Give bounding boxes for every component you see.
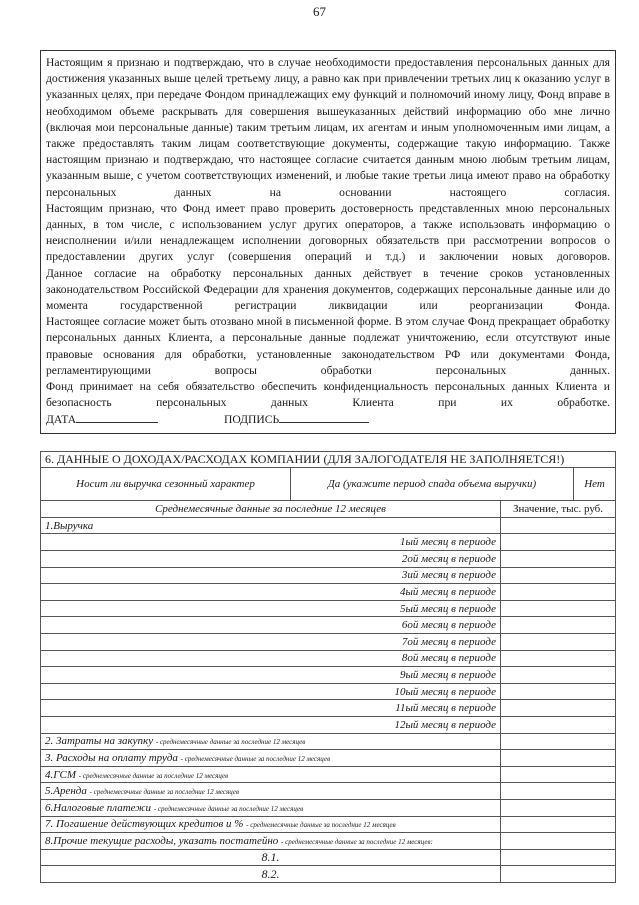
header-value: Значение, тыс. руб. <box>501 501 616 518</box>
month-label: 6ой месяц в периоде <box>41 617 501 634</box>
income-expense-table <box>40 451 616 883</box>
table-row <box>41 551 616 568</box>
expense-label: 6.Налоговые платежи <box>45 801 151 814</box>
month-label: 7ой месяц в периоде <box>41 634 501 651</box>
value-cell[interactable] <box>501 783 616 800</box>
table-row <box>41 634 616 651</box>
expense-label: 3. Расходы на оплату труда <box>45 751 178 764</box>
table-row <box>41 650 616 667</box>
table-row <box>41 584 616 601</box>
value-cell[interactable] <box>501 534 616 551</box>
table-row <box>41 716 616 733</box>
revenue-label: 1.Выручка <box>41 517 501 534</box>
table-row <box>41 517 616 534</box>
value-cell[interactable] <box>501 683 616 700</box>
value-cell[interactable] <box>501 849 616 866</box>
header-period: Среднемесячные данные за последние 12 месяцев <box>41 501 501 518</box>
signature-field[interactable] <box>279 411 369 423</box>
table-row <box>41 750 616 767</box>
value-cell[interactable] <box>501 600 616 617</box>
value-cell[interactable] <box>501 716 616 733</box>
value-cell[interactable] <box>501 650 616 667</box>
table-row <box>41 567 616 584</box>
value-cell[interactable] <box>501 567 616 584</box>
consent-paragraph: Настоящим я признаю и подтверждаю, что в случае необходимости предоставления персональных данных для достижения указанных выше целей третьему лицу, а равно как при привлечении третьих лиц к оказанию услуг в указанных целях, при передаче Фондом принадлежащих ему функций и полномочий иному лицу, Фонд вправе в необходимом объеме раскрывать для совершения вышеуказанных действий информацию обо мне лично (включая мои персональные данные) таким третьим лицам, их агентам и иным уполномоченным ими лицам, а также предоставлять таким лицам соответствующие документы, содержащие такую информацию. Также настоящим признаю и подтверждаю, что настоящее согласие считается данным мною любым третьим лицам, указанным выше, с учетом соответствующих изменений, и любые такие третьи лица имеют право на обработку персональных данных на основании настоящего согласия. <box>46 56 610 199</box>
expense-note: - среднемесячные данные за последние 12 месяцев <box>246 821 396 830</box>
table-row <box>41 667 616 684</box>
month-label: 11ый месяц в периоде <box>41 700 501 717</box>
value-cell[interactable] <box>501 617 616 634</box>
expense-label: 4.ГСМ <box>45 768 77 781</box>
expense-label: 2. Затраты на закупку <box>45 735 154 748</box>
table-row <box>41 849 616 866</box>
expense-label: 7. Погашение действующих кредитов и % <box>45 818 244 831</box>
month-label: 9ый месяц в периоде <box>41 667 501 684</box>
date-field[interactable] <box>76 411 158 423</box>
month-label: 2ой месяц в периоде <box>41 551 501 568</box>
table-row <box>41 783 616 800</box>
consent-paragraph: Фонд принимает на себя обязательство обеспечить конфиденциальность персональных данных Клиента и безопасность персональных данных Клиента при их обработке. <box>46 380 610 410</box>
consent-paragraph: Данное согласие на обработку персональных данных действует в течение сроков установленных законодательством Российской Федерации для хранения документов, содержащих персональные данные или до момента государственной регистрации ликвидации или реорганизации Фонда. <box>46 266 610 313</box>
expense-note: - среднемесячные данные за последние 12 месяцев <box>155 738 306 747</box>
value-cell[interactable] <box>501 551 616 568</box>
sub-item-label: 8.2. <box>41 866 501 883</box>
consent-paragraph: Настоящее согласие может быть отозвано мной в письменной форме. В этом случае Фонд прекращает обработку персональных данных Клиента, а персональные данные подлежат уничтожению, если отсутствуют иные правовые основания для обработки, установленные законодательством РФ или документами Фонда, регламентирующими вопросы обработки персональных данных. <box>46 315 610 377</box>
table-row <box>41 766 616 783</box>
table-row <box>41 683 616 700</box>
date-label: ДАТА <box>46 413 77 427</box>
expense-note: - среднемесячные данные за последние 12 месяцев <box>89 788 240 797</box>
table-row <box>41 534 616 551</box>
month-label: 8ой месяц в периоде <box>41 650 501 667</box>
value-cell[interactable] <box>501 750 616 767</box>
sub-item-label: 8.1. <box>41 849 501 866</box>
page-number: 67 <box>313 4 326 19</box>
expense-note: - среднемесячные данные за последние 12 месяцев <box>78 771 229 780</box>
seasonal-no-option[interactable]: Нет <box>574 468 616 501</box>
seasonal-question: Носит ли выручка сезонный характер <box>41 468 291 501</box>
expense-label: 5.Аренда <box>45 785 87 798</box>
table-row <box>41 700 616 717</box>
table-row <box>41 866 616 883</box>
expense-note: - среднемесячные данные за последние 12 месяцев <box>153 804 304 813</box>
month-label: 10ый месяц в периоде <box>41 683 501 700</box>
value-cell[interactable] <box>501 700 616 717</box>
month-label: 3ий месяц в периоде <box>41 567 501 584</box>
expense-note: - среднемесячные данные за последние 12 месяцев: <box>281 837 433 846</box>
table-row <box>41 617 616 634</box>
value-cell[interactable] <box>501 584 616 601</box>
table-row <box>41 833 616 850</box>
expense-label: 8.Прочие текущие расходы, указать постатейно <box>45 834 279 847</box>
seasonal-yes-option[interactable]: Да (укажите период спада объема выручки) <box>291 468 574 501</box>
month-label: 12ый месяц в периоде <box>41 716 501 733</box>
value-cell[interactable] <box>501 766 616 783</box>
month-label: 4ый месяц в периоде <box>41 584 501 601</box>
value-cell[interactable] <box>501 866 616 883</box>
signature-line <box>46 411 610 428</box>
table-row <box>41 733 616 750</box>
value-cell[interactable] <box>501 833 616 850</box>
value-cell[interactable] <box>501 634 616 651</box>
table-row <box>41 816 616 833</box>
month-label: 1ый месяц в периоде <box>41 534 501 551</box>
personal-data-consent <box>40 50 616 434</box>
value-cell[interactable] <box>501 667 616 684</box>
value-cell[interactable] <box>501 816 616 833</box>
value-cell[interactable] <box>501 799 616 816</box>
month-label: 5ый месяц в периоде <box>41 600 501 617</box>
value-cell[interactable] <box>501 517 616 534</box>
expense-note: - среднемесячные данные за последние 12 месяцев <box>180 754 331 763</box>
consent-paragraph: Настоящим признаю, что Фонд имеет право проверить достоверность представленных мною персональных данных, в том числе, с использованием услуг других операторов, а также использовать информацию о неисполнении и/или ненадлежащем исполнении договорных обязательств при рассмотрении вопросов о предоставлении других услуг (совершения операций и т.д.) и заключении новых договоров. <box>46 201 610 264</box>
table-row <box>41 600 616 617</box>
table-title: 6. ДАННЫЕ О ДОХОДАХ/РАСХОДАХ КОМПАНИИ (ДЛЯ ЗАЛОГОДАТЕЛЯ НЕ ЗАПОЛНЯЕТСЯ!) <box>41 451 616 468</box>
value-cell[interactable] <box>501 733 616 750</box>
table-row <box>41 799 616 816</box>
signature-label: ПОДПИСЬ <box>223 413 280 427</box>
